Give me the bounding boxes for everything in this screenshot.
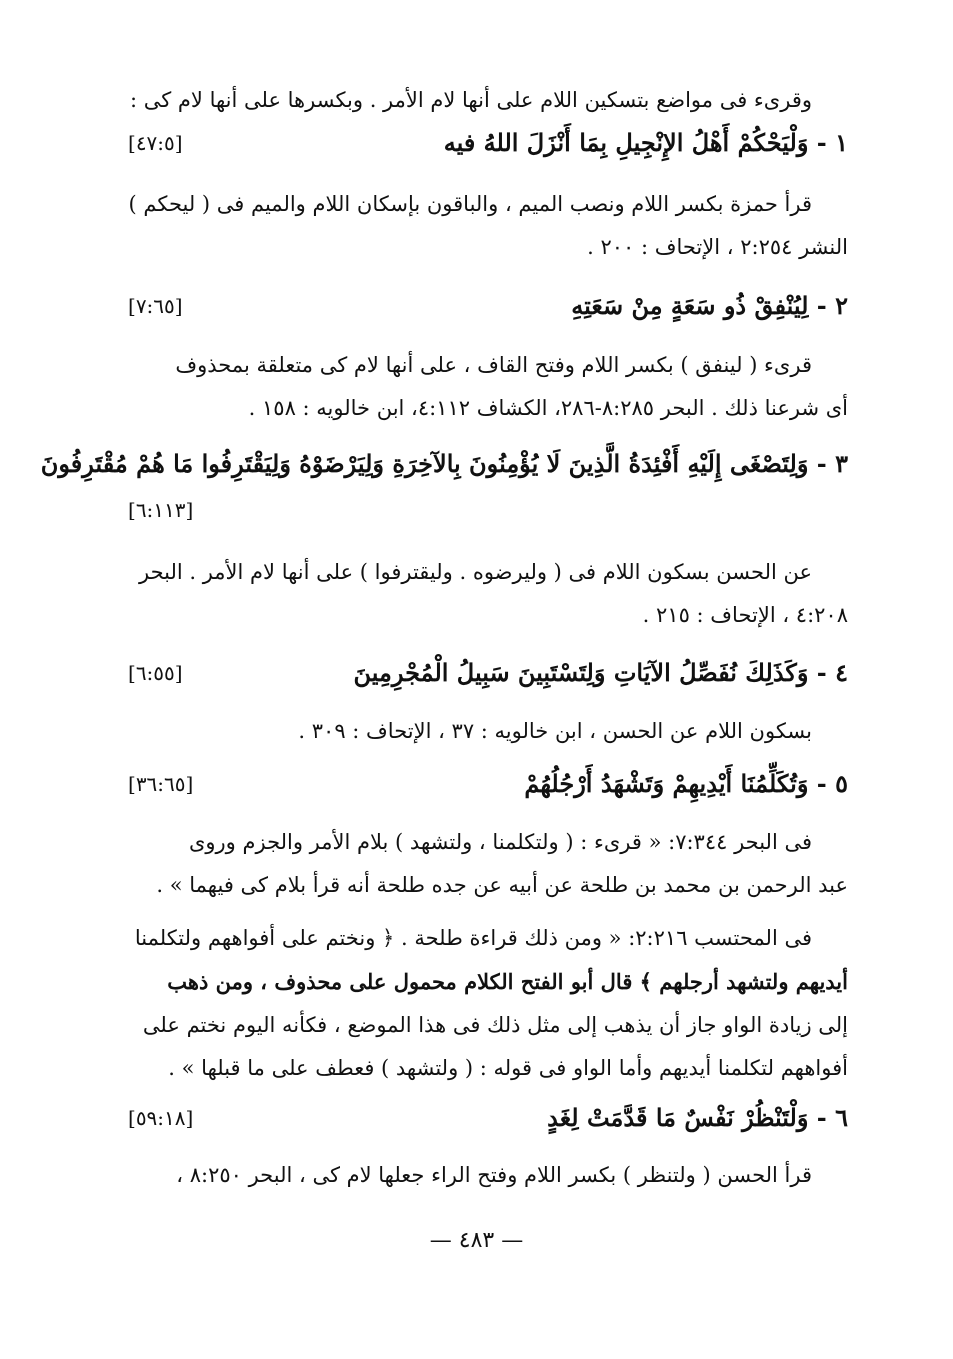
verse-line-3-ref xyxy=(128,490,848,530)
text-line-12: أيديهم ولتشهد أرجلهم ﴾ قال أبو الفتح الكلام محمول على محذوف ، ومن ذهب xyxy=(167,969,848,994)
verse-line-1: ١ - وَلْيَحْكُمْ أَهْلُ الإِنْجِيلِ بِمَا أَنْزَلَ اللهُ فيه [٤٧:٥] xyxy=(128,123,848,163)
text-line-14: أفواههم لتكلمنا أيديهم وأما الواو فى قوله : ( ولتشهد ) فعطف على ما قبلها » . xyxy=(168,1056,848,1080)
verse-line-2: ٢ - لِيُنْفِقْ ذُو سَعَةٍ مِنْ سَعَتِهِ [٧:٦٥] xyxy=(128,286,848,326)
text-line-15: قرأ الحسن ( ولتنظر ) بكسر اللام وفتح الراء جعلها لام كى ، البحر ٨:٢٥٠ ، xyxy=(176,1163,812,1187)
text-line-8: بسكون اللام عن الحسن ، ابن خالويه : ٣٧ ، الإتحاف : ٣٠٩ . xyxy=(298,719,812,743)
text-line-2: قرأ حمزة بكسر اللام ونصب الميم ، والباقون بإسكان اللام والميم فى ( ليحكم ) xyxy=(128,192,812,216)
text-line-4: قرىء ( لينفق ) بكسر اللام وفتح القاف ، على أنها لام كى متعلقة بمحذوف xyxy=(175,353,812,377)
text-line-3: النشر ٢:٢٥٤ ، الإتحاف : ٢٠٠ . xyxy=(587,235,848,259)
verse-reference: [٤٧:٥] xyxy=(128,131,183,155)
verse-reference: [٥٩:١٨] xyxy=(128,1106,194,1130)
verse-line-5: ٥ - وَتُكَلِّمُنَا أَيْدِيهِمْ وَتَشْهَدُ أَرْجُلُهُمْ [٣٦:٦٥] xyxy=(128,764,848,804)
text-line-11: فى المحتسب ٢:٢١٦: « ومن ذلك قراءة طلحة . ﴿ ونختم على أفواههم ولتكلمنا xyxy=(134,926,812,950)
verse-line-3: ٣ - وَلِتَصْغَى إِلَيْهِ أَفْئِدَةُ الَّذِينَ لَا يُؤْمِنُونَ بِالآخِرَةِ وَلِيَرْضَوْهُ وَلِيَقْتَرِفُوا مَا هُمْ مُقْتَرِفُونَ xyxy=(40,449,848,478)
text-line-13: إلى زيادة الواو جاز أن يذهب إلى مثل ذلك فى هذا الموضع ، فكأنه اليوم نختم على xyxy=(142,1013,848,1037)
text-line-9: فى البحر ٧:٣٤٤: « قرىء : ( ولتكلمنا ، ولتشهد ) بلام الأمر والجزم وروى xyxy=(188,830,812,854)
verse-reference: [٦:١١٣] xyxy=(128,498,194,522)
verse-line-6: ٦ - وَلْتَنْظُرْ نَفْسٌ مَا قَدَّمَتْ لِغَدٍ [٥٩:١٨] xyxy=(128,1098,848,1138)
verse-reference: [٣٦:٦٥] xyxy=(128,772,194,796)
page-number: — ٤٨٣ — xyxy=(429,1228,524,1253)
text-line-5: أى شرعنا ذلك . البحر ٨:٢٨٥-٢٨٦، الكشاف ٤:١١٢، ابن خالويه : ١٥٨ . xyxy=(248,396,848,420)
text-line-7: ٤:٢٠٨ ، الإتحاف : ٢١٥ . xyxy=(642,603,848,627)
verse-reference: [٦:٥٥] xyxy=(128,661,183,685)
text-line-1: وقرىء فى مواضع بتسكين اللام على أنها لام الأمر . وبكسرها على أنها لام كى : xyxy=(129,88,812,112)
text-line-10: عبد الرحمن بن محمد بن طلحة عن أبيه عن جده طلحة أنه قرأ بلام كى فيهما » . xyxy=(156,873,848,897)
text-line-6: عن الحسن بسكون اللام فى ( وليرضوه . وليقترفوا ) على أنها لام الأمر . البحر xyxy=(138,560,812,584)
verse-reference: [٧:٦٥] xyxy=(128,294,183,318)
verse-line-4: ٤ - وَكَذَلِكَ نُفَصِّلُ الآيَاتِ وَلِتَسْتَبِينَ سَبِيلُ الْمُجْرِمِينَ [٦:٥٥] xyxy=(128,653,848,693)
